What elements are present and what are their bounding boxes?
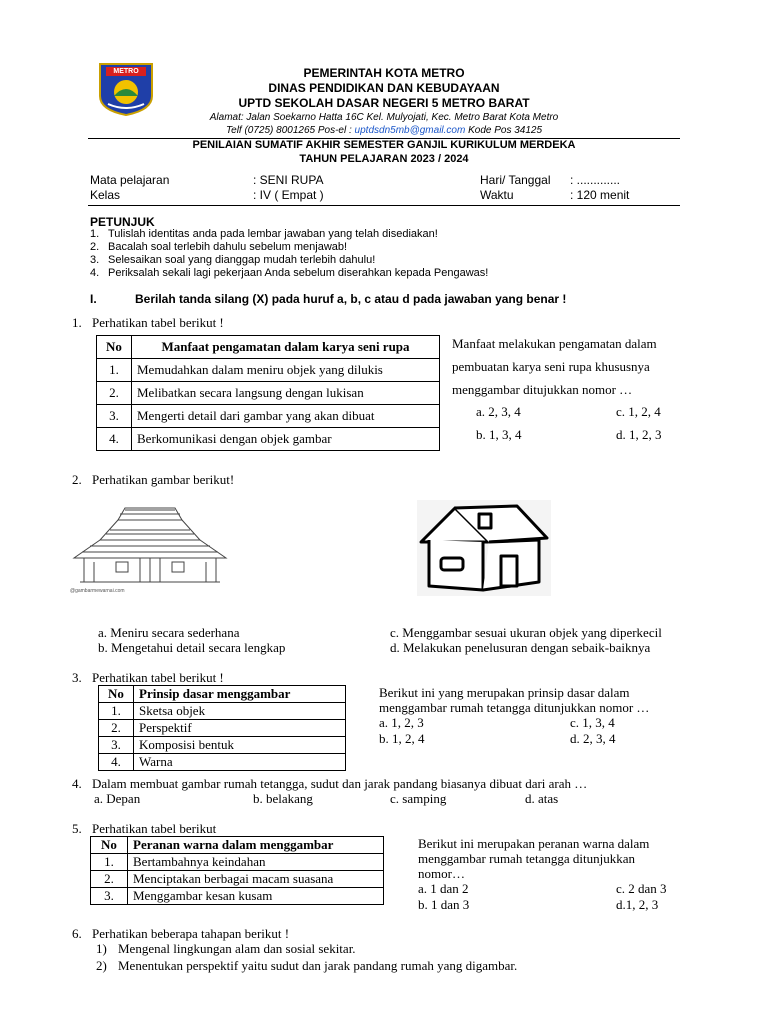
table-header: Manfaat pengamatan dalam karya seni rupa	[132, 336, 440, 359]
q6-step	[96, 941, 356, 957]
q3-option-c[interactable]: c. 1, 3, 4	[570, 715, 615, 730]
table-header: No	[91, 837, 128, 854]
info-rule	[88, 205, 680, 206]
table-cell: 2.	[99, 720, 134, 737]
q1-option-b[interactable]: b. 1, 3, 4	[476, 427, 522, 442]
question-2	[72, 472, 234, 488]
q3-table	[98, 685, 346, 771]
header-line-2: DINAS PENDIDIKAN DAN KEBUDAYAAN	[268, 81, 500, 95]
q5-table	[90, 836, 384, 905]
table-cell: Warna	[134, 754, 346, 771]
q5-prompt-line: menggambar rumah tetangga ditunjukkan	[418, 851, 635, 866]
q3-prompt-line: menggambar rumah tetangga ditunjukkan nomor …	[379, 700, 650, 715]
q2-option-a[interactable]: a. Meniru secara sederhana	[98, 625, 240, 640]
subject-value: : SENI RUPA	[253, 173, 324, 187]
q2-option-d[interactable]: d. Melakukan penelusuran dengan sebaik-baiknya	[390, 640, 651, 655]
step-number: 2)	[96, 958, 107, 973]
table-cell: Berkomunikasi dengan objek gambar	[132, 428, 440, 451]
phone-text: Telf (0725) 8001265 Pos-el :	[225, 125, 355, 136]
table-row	[91, 888, 384, 905]
exam-year: TAHUN PELAJARAN 2023 / 2024	[299, 153, 469, 165]
q5-option-c[interactable]: c. 2 dan 3	[616, 881, 667, 896]
table-cell: Menggambar kesan kusam	[128, 888, 384, 905]
instruction-number: 1.	[90, 228, 100, 240]
traditional-house-image	[70, 500, 230, 600]
table-row	[97, 382, 440, 405]
table-row	[91, 871, 384, 888]
table-cell: Komposisi bentuk	[134, 737, 346, 754]
day-label: Hari/ Tanggal	[480, 173, 551, 187]
instruction-text: Bacalah soal terlebih dahulu sebelum menjawab!	[108, 241, 348, 253]
table-row	[97, 359, 440, 382]
question-text: Perhatikan gambar berikut!	[92, 472, 235, 487]
header-line-3: UPTD SEKOLAH DASAR NEGERI 5 METRO BARAT	[238, 96, 530, 110]
table-cell: 1.	[97, 359, 132, 382]
school-contact	[0, 125, 768, 136]
q5-option-a[interactable]: a. 1 dan 2	[418, 881, 469, 896]
q5-option-b[interactable]: b. 1 dan 3	[418, 897, 470, 912]
q4-option-c[interactable]: c. samping	[390, 791, 447, 806]
step-text: Mengenal lingkungan alam dan sosial sekitar.	[118, 941, 356, 956]
instruction-item	[90, 241, 347, 253]
q1-option-c[interactable]: c. 1, 2, 4	[616, 404, 661, 419]
instruction-text: Tulislah identitas anda pada lembar jawaban yang telah disediakan!	[108, 228, 438, 240]
q1-option-d[interactable]: d. 1, 2, 3	[616, 427, 662, 442]
question-text: Perhatikan tabel berikut !	[92, 670, 224, 685]
table-row	[99, 737, 346, 754]
q1-prompt-line: Manfaat melakukan pengamatan dalam	[452, 336, 657, 351]
q3-option-b[interactable]: b. 1, 2, 4	[379, 731, 425, 746]
question-text: Perhatikan tabel berikut !	[92, 315, 224, 330]
table-cell: 2.	[97, 382, 132, 405]
question-4	[72, 776, 587, 792]
q2-option-b[interactable]: b. Mengetahui detail secara lengkap	[98, 640, 286, 655]
q1-prompt-line: pembuatan karya seni rupa khususnya	[452, 359, 650, 374]
q4-option-d[interactable]: d. atas	[525, 791, 559, 806]
table-cell: Mengerti detail dari gambar yang akan dibuat	[132, 405, 440, 428]
table-header: Peranan warna dalam menggambar	[128, 837, 384, 854]
instruction-number: 3.	[90, 254, 100, 266]
question-text: Dalam membuat gambar rumah tetangga, sudut dan jarak pandang biasanya dibuat dari arah …	[92, 776, 588, 791]
question-number: 4.	[72, 776, 82, 791]
school-address: Alamat: Jalan Soekarno Hatta 16C Kel. Mulyojati, Kec. Metro Barat Kota Metro	[209, 112, 559, 123]
time-label: Waktu	[480, 188, 514, 202]
instruction-text: Periksalah sekali lagi pekerjaan Anda sebelum diserahkan kepada Pengawas!	[108, 267, 489, 279]
question-number: 5.	[72, 821, 82, 836]
table-header: Prinsip dasar menggambar	[134, 686, 346, 703]
class-value: : IV ( Empat )	[253, 188, 324, 202]
instruction-item	[90, 267, 488, 279]
table-header: No	[97, 336, 132, 359]
image-caption: @gambarmewarnai.com	[70, 588, 125, 594]
question-5	[72, 821, 216, 837]
q2-option-c[interactable]: c. Menggambar sesuai ukuran objek yang diperkecil	[390, 625, 662, 640]
q5-prompt-line: nomor…	[418, 866, 465, 881]
question-number: 3.	[72, 670, 82, 685]
q1-prompt-line: menggambar ditujukkan nomor …	[452, 382, 633, 397]
table-cell: 4.	[99, 754, 134, 771]
subject-label: Mata pelajaran	[90, 173, 170, 187]
question-number: 2.	[72, 472, 82, 487]
table-cell: 1.	[91, 854, 128, 871]
table-cell: 4.	[97, 428, 132, 451]
step-text: Menentukan perspektif yaitu sudut dan jarak pandang rumah yang digambar.	[118, 958, 518, 973]
table-cell: Memudahkan dalam meniru objek yang dilukis	[132, 359, 440, 382]
step-number: 1)	[96, 941, 107, 956]
question-text: Perhatikan beberapa tahapan berikut !	[92, 926, 290, 941]
table-cell: 3.	[99, 737, 134, 754]
question-number: 6.	[72, 926, 82, 941]
table-row	[99, 720, 346, 737]
table-row	[99, 703, 346, 720]
table-row	[97, 405, 440, 428]
instruction-item	[90, 228, 438, 240]
table-row	[99, 754, 346, 771]
exam-title: PENILAIAN SUMATIF AKHIR SEMESTER GANJIL KURIKULUM MERDEKA	[192, 139, 576, 151]
question-number: 1.	[72, 315, 82, 330]
question-1	[72, 315, 224, 331]
q3-prompt-line: Berikut ini yang merupakan prinsip dasar dalam	[379, 685, 630, 700]
table-cell: Sketsa objek	[134, 703, 346, 720]
question-6	[72, 926, 289, 942]
q3-option-a[interactable]: a. 1, 2, 3	[379, 715, 424, 730]
table-cell: Menciptakan berbagai macam suasana	[128, 871, 384, 888]
email-link[interactable]: uptdsdn5mb@gmail.com	[354, 125, 466, 136]
table-row	[97, 428, 440, 451]
table-header: No	[99, 686, 134, 703]
table-cell: 3.	[91, 888, 128, 905]
table-cell: Perspektif	[134, 720, 346, 737]
day-value: : .............	[570, 173, 621, 187]
instruction-item	[90, 254, 375, 266]
table-cell: Bertambahnya keindahan	[128, 854, 384, 871]
section-instruction: Berilah tanda silang (X) pada huruf a, b, c atau d pada jawaban yang benar !	[135, 292, 567, 306]
class-label: Kelas	[90, 188, 121, 202]
table-cell: Melibatkan secara langsung dengan lukisan	[132, 382, 440, 405]
header-line-1: PEMERINTAH KOTA METRO	[303, 66, 465, 80]
q5-prompt-line: Berikut ini merupakan peranan warna dalam	[418, 836, 650, 851]
table-row	[91, 854, 384, 871]
q3-option-d[interactable]: d. 2, 3, 4	[570, 731, 616, 746]
instructions-title: PETUNJUK	[90, 215, 155, 229]
instruction-number: 4.	[90, 267, 100, 279]
q5-option-d[interactable]: d.1, 2, 3	[616, 897, 659, 912]
instruction-number: 2.	[90, 241, 100, 253]
question-3	[72, 670, 224, 686]
q4-option-b[interactable]: b. belakang	[253, 791, 313, 806]
instruction-text: Selesaikan soal yang dianggap mudah terlebih dahulu!	[108, 254, 376, 266]
q6-step	[96, 958, 517, 974]
time-value: : 120 menit	[570, 188, 630, 202]
modern-house-image	[417, 500, 551, 596]
q4-option-a[interactable]: a. Depan	[94, 791, 141, 806]
q1-option-a[interactable]: a. 2, 3, 4	[476, 404, 521, 419]
postal-code: Kode Pos 34125	[465, 125, 543, 136]
section-number: I.	[90, 292, 97, 306]
table-cell: 3.	[97, 405, 132, 428]
table-cell: 1.	[99, 703, 134, 720]
table-cell: 2.	[91, 871, 128, 888]
logo-text: METRO	[113, 68, 139, 75]
q1-table	[96, 335, 440, 451]
question-text: Perhatikan tabel berikut	[92, 821, 217, 836]
